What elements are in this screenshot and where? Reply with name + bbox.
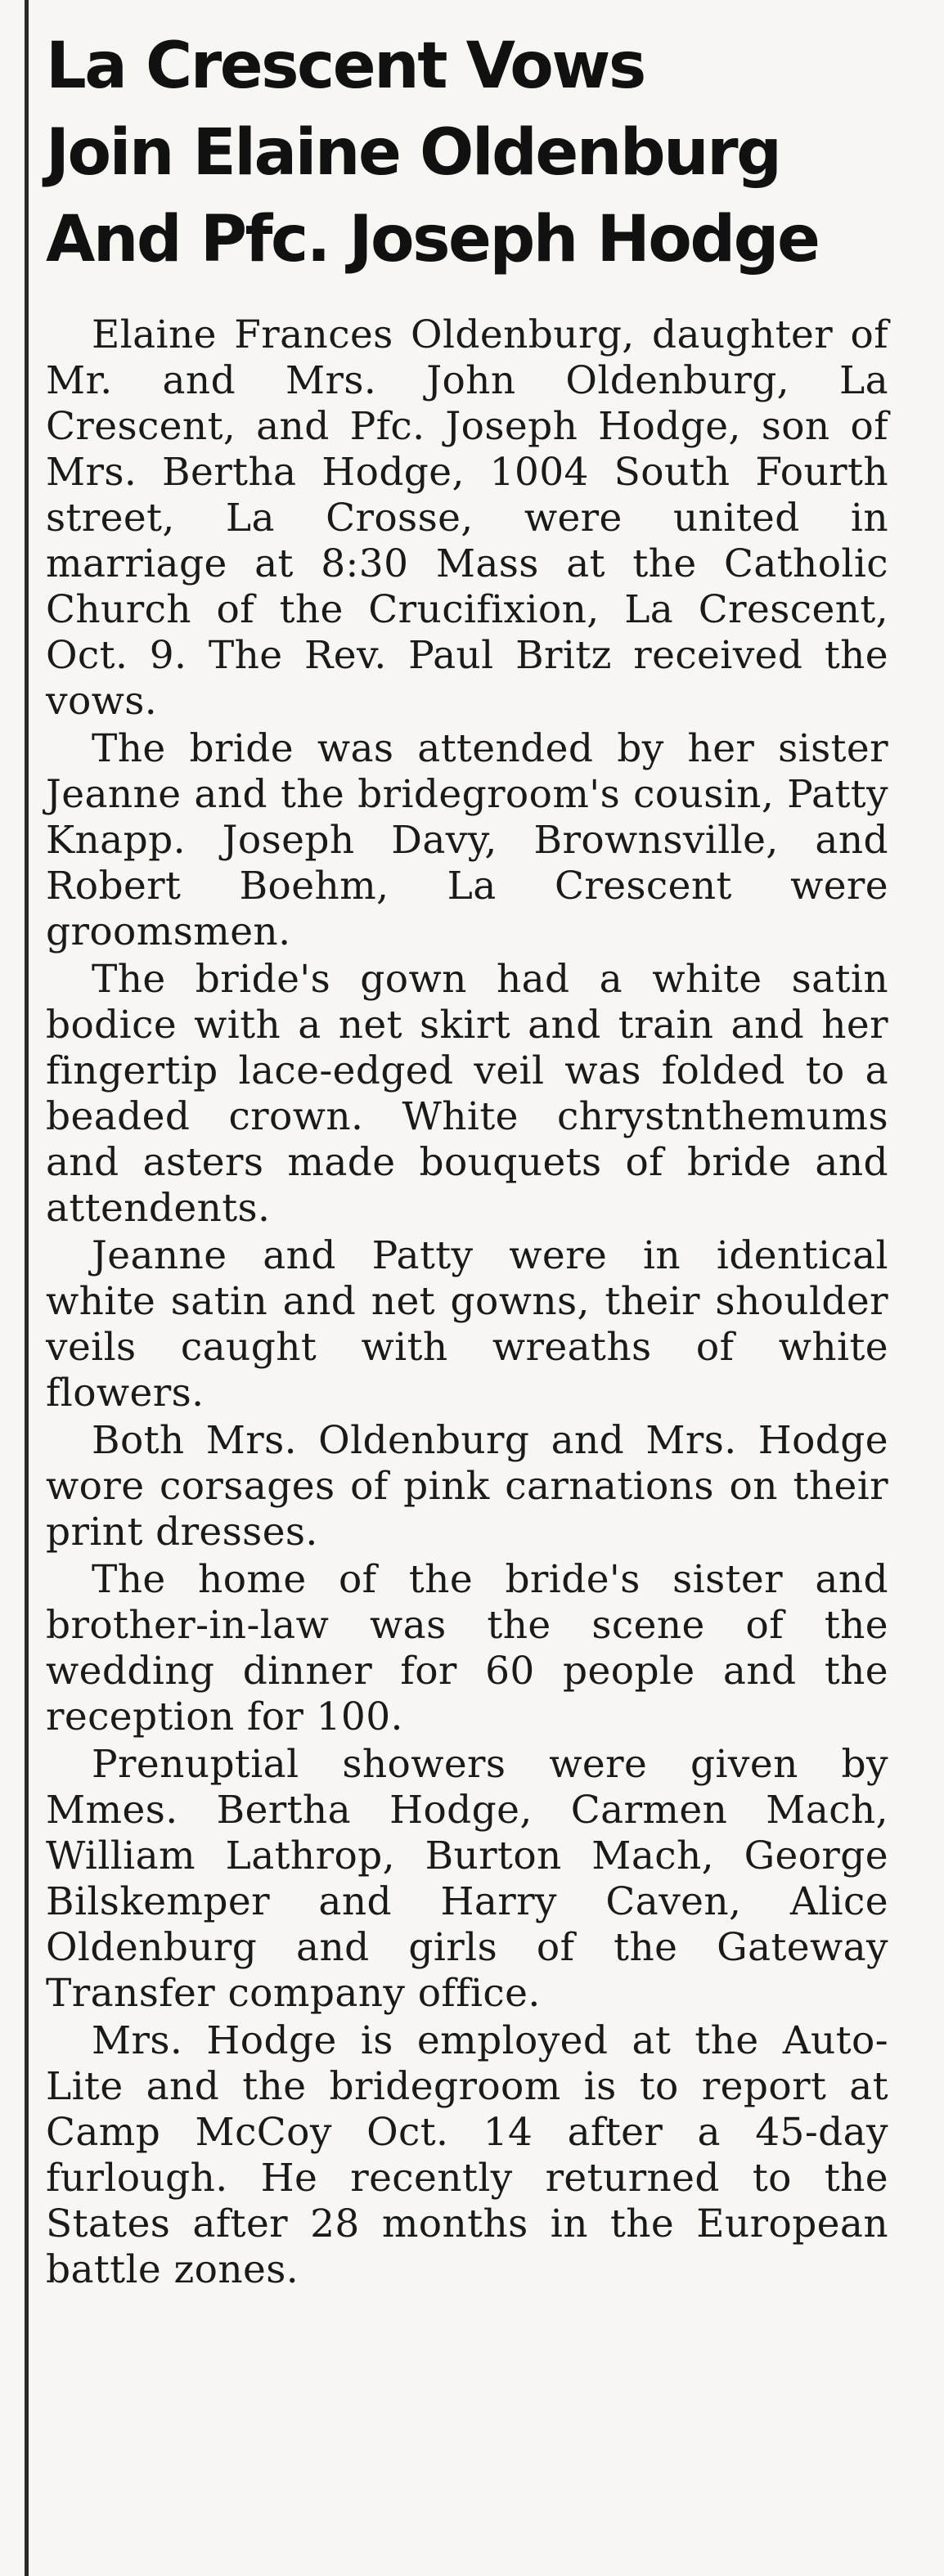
article xyxy=(46,23,888,2295)
column-rule xyxy=(25,0,29,2576)
headline-line-3: And Pfc. Joseph Hodge xyxy=(46,203,819,276)
headline xyxy=(46,23,888,283)
article-body xyxy=(46,312,888,2293)
paragraph-gown: The bride's gown had a white satin bodice with a net skirt and train and her fingertip lace-edged veil was folded to a beaded crown. White chrystnthemums and asters made bouquets of bride and attendents. xyxy=(46,957,888,1231)
paragraph-wedding-announcement: Elaine Frances Oldenburg, daughter of Mr. and Mrs. John Oldenburg, La Crescent, and Pfc. Joseph Hodge, son of Mrs. Bertha Hodge, 1004 South Fourth street, La Crosse, were united in marriage at 8:30 Mass at the Catholic Church of the Crucifixion, La Crescent, Oct. 9. The Rev. Paul Britz received the vows. xyxy=(46,312,888,724)
paragraph-employment: Mrs. Hodge is employed at the Auto-Lite and the bridegroom is to report at Camp McCoy Oct. 14 after a 45-day furlough. He recently returned to the States after 28 months in the European battle zones. xyxy=(46,2018,888,2292)
paragraph-showers: Prenuptial showers were given by Mmes. Bertha Hodge, Carmen Mach, William Lathrop, Burton Mach, George Bilskemper and Harry Caven, Alice Oldenburg and girls of the Gateway Transfer company office. xyxy=(46,1742,888,2016)
headline-line-2: Join Elaine Oldenburg xyxy=(46,116,780,190)
paragraph-reception: The home of the bride's sister and brother-in-law was the scene of the wedding dinner for 60 people and the reception for 100. xyxy=(46,1557,888,1739)
paragraph-attendants: The bride was attended by her sister Jeanne and the bridegroom's cousin, Patty Knapp. Joseph Davy, Brownsville, and Robert Boehm, La Crescent were groomsmen. xyxy=(46,726,888,954)
paragraph-bridesmaids: Jeanne and Patty were in identical white satin and net gowns, their shoulder veils caught with wreaths of white flowers. xyxy=(46,1233,888,1416)
paragraph-corsages: Both Mrs. Oldenburg and Mrs. Hodge wore corsages of pink carnations on their print dresses. xyxy=(46,1418,888,1555)
headline-line-1: La Crescent Vows xyxy=(46,29,645,103)
